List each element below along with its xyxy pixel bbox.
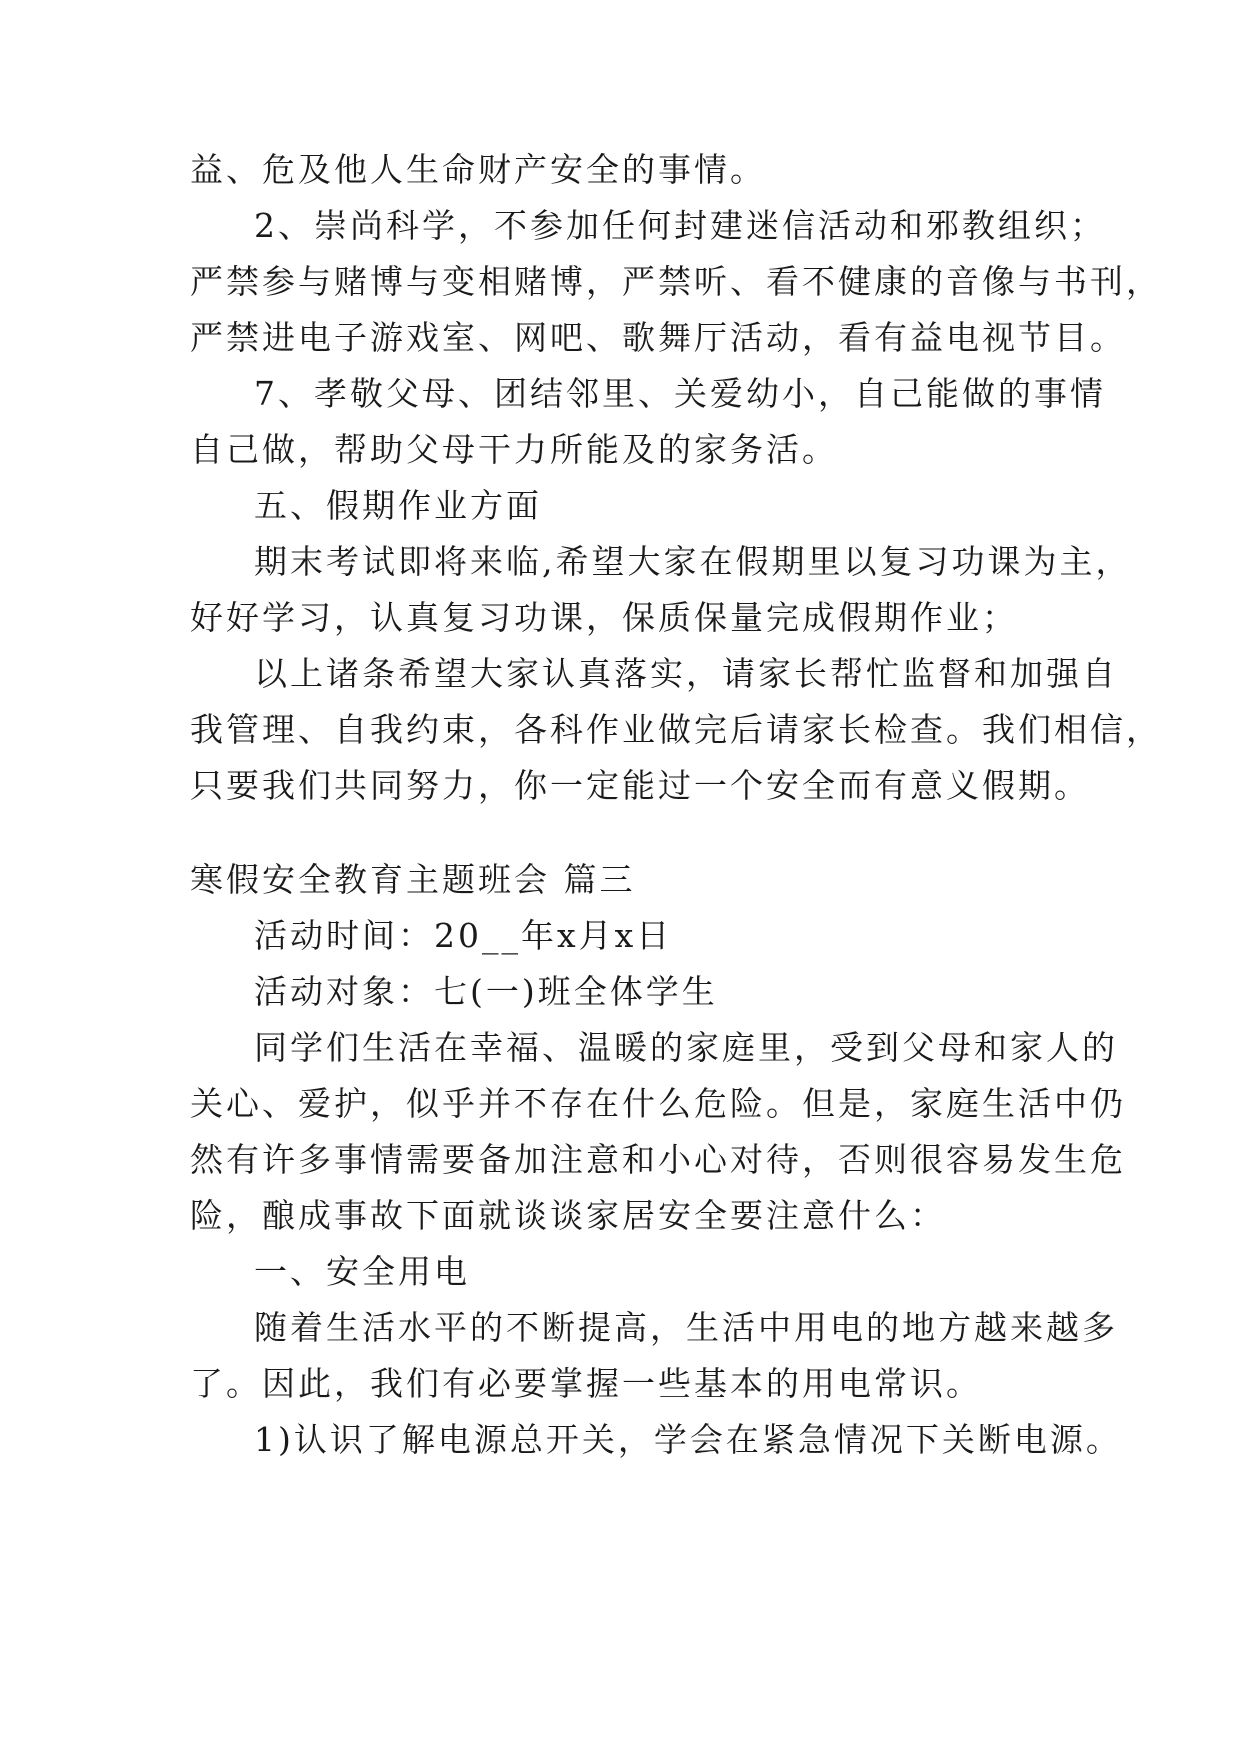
text-line: 7、孝敬父母、团结邻里、关爱幼小，自己能做的事情 <box>254 374 1106 413</box>
article-title: 寒假安全教育主题班会 篇三 <box>190 860 636 899</box>
text-line: 益、危及他人生命财产安全的事情。 <box>190 150 766 189</box>
text-line: 期末考试即将来临,希望大家在假期里以复习功课为主， <box>254 542 1132 581</box>
text-line: 同学们生活在幸福、温暖的家庭里，受到父母和家人的 <box>254 1028 1118 1067</box>
text-line: 我管理、自我约束，各科作业做完后请家长检查。我们相信， <box>190 710 1162 749</box>
text-line: 活动对象：七(一)班全体学生 <box>254 972 718 1011</box>
text-line: 随着生活水平的不断提高，生活中用电的地方越来越多 <box>254 1308 1118 1347</box>
text-line: 严禁进电子游戏室、网吧、歌舞厅活动，看有益电视节目。 <box>190 318 1126 357</box>
text-line: 以上诸条希望大家认真落实，请家长帮忙监督和加强自 <box>254 654 1118 693</box>
text-line: 然有许多事情需要备加注意和小心对待，否则很容易发生危 <box>190 1140 1126 1179</box>
section-heading: 五、假期作业方面 <box>254 486 542 525</box>
text-line: 了。因此，我们有必要掌握一些基本的用电常识。 <box>190 1364 982 1403</box>
section-heading: 一、安全用电 <box>254 1252 470 1291</box>
text-line: 只要我们共同努力，你一定能过一个安全而有意义假期。 <box>190 766 1090 805</box>
text-line: 关心、爱护，似乎并不存在什么危险。但是，家庭生活中仍 <box>190 1084 1126 1123</box>
text-line: 好好学习，认真复习功课，保质保量完成假期作业； <box>190 598 1018 637</box>
text-line: 2、崇尚科学，不参加任何封建迷信活动和邪教组织； <box>254 206 1106 245</box>
text-line: 自己做，帮助父母干力所能及的家务活。 <box>190 430 838 469</box>
text-line: 严禁参与赌博与变相赌博，严禁听、看不健康的音像与书刊， <box>190 262 1162 301</box>
text-line: 险，酿成事故下面就谈谈家居安全要注意什么： <box>190 1196 946 1235</box>
text-line: 活动时间：20__年x月x日 <box>254 916 673 955</box>
text-line: 1)认识了解电源总开关，学会在紧急情况下关断电源。 <box>254 1420 1122 1459</box>
